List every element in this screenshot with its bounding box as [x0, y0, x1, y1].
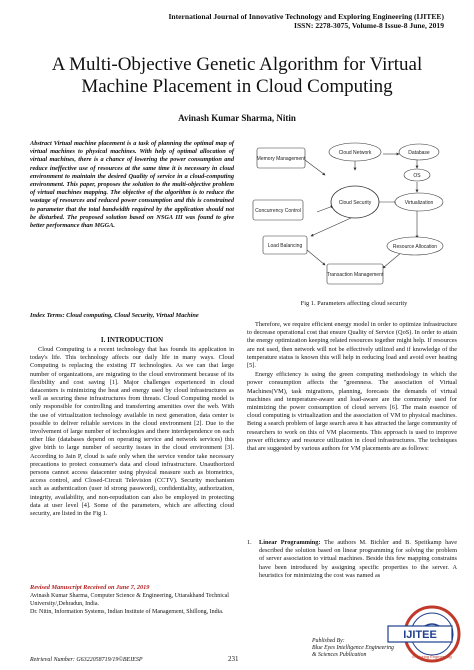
figure-caption: Fig 1. Parameters affecting cloud security: [300, 300, 408, 307]
abstract-label: Abstract: [30, 140, 52, 147]
paper-authors: Avinash Kumar Sharma, Nitin: [178, 113, 296, 123]
abstract: [30, 140, 234, 230]
list-text: The authors M. Bichler and B. Speitkamp have described the solution based on linear programming for solving the problem of server association to virtual machines. Beside this few mapping constrains have been introduced by assigning specific properties to the server. A heuristics for minimizing the cost was named as: [259, 539, 458, 579]
svg-text:Virtualization: Virtualization: [404, 200, 434, 206]
right-column: [247, 321, 457, 454]
node-resource-allocation: [387, 237, 443, 255]
node-os: [404, 169, 430, 181]
node-cloud-security: [331, 186, 379, 218]
paper-title: A Multi-Objective Genetic Algorithm for Virtual Machine Placement in Cloud Computing: [51, 54, 423, 97]
journal-name: International Journal of Innovative Technology and Exploring Engineering (IJITEE): [168, 12, 444, 21]
right-paragraph-2: Energy efficiency is using the green computing methodology in which the power consumption affects the "greenness. The association of Virtual Machines(VM), task migrations, planning, forecasts the demands of virtual machines and temperature-aware and load-aware are the commonly used for minimizing the power consumption of cloud servers [6]. The main essence of cloud computing is virtualization and the association of VM to physical machines. Being a search problem of large search area it has attracted the large community of researchers to work on this of VM placements. This approach is used to improve power efficiency and resource utilization in cloud infrastructures. The techniques that are suggested by various authors for VM placements are as follows:: [247, 371, 457, 453]
svg-text:Cloud Security: Cloud Security: [338, 200, 372, 206]
right-paragraph-1: Therefore, we require efficient energy model in order to optimize infrastructure to decrease operational cost that ensure Quality of Service (QoS). In order to attain the energy optimization keeping related resources together might help. If resources are not used, then network will not be effectively utilized and if knowledge of the temperature status is known this will help in reducing load and avoid over heating [5].: [247, 321, 457, 370]
publisher-line-1: Blue Eyes Intelligence Engineering: [312, 645, 394, 651]
svg-text:IJITEE: IJITEE: [403, 629, 437, 641]
section-heading: I. INTRODUCTION: [100, 336, 164, 344]
svg-text:OS: OS: [413, 173, 421, 179]
author-info: [30, 593, 234, 616]
author-info-1: Avinash Kumar Sharma, Computer Science & Engineering, Uttarakhand Technical University/,Dehradun, India.: [30, 593, 229, 607]
received-note: Revised Manuscript Received on June 7, 2019: [30, 584, 150, 591]
index-terms-label: Index Terms:: [30, 312, 65, 319]
svg-text:Exploring Engineering: Exploring Engineering: [412, 654, 452, 659]
ijitee-logo: [380, 600, 466, 664]
figure-1: [247, 140, 461, 297]
svg-text:Database: Database: [408, 150, 430, 156]
index-terms: [30, 312, 234, 320]
author-info-2: Dr. Nitin, Information Systems, Indian Institute of Management, Shillong, India.: [30, 608, 224, 615]
svg-text:Resource Allocation: Resource Allocation: [392, 244, 438, 250]
retrieval-number: Retrieval Number: G6322058719/19©BEIESP: [30, 657, 143, 663]
svg-text:Cloud Network: Cloud Network: [338, 150, 372, 156]
node-memory-management: [257, 148, 306, 168]
page-number: 231: [228, 655, 239, 663]
svg-text:Memory Management: Memory Management: [256, 156, 306, 162]
node-concurrency-control: [253, 200, 303, 220]
node-cloud-network: [329, 143, 381, 161]
node-transaction-management: [327, 264, 384, 284]
abstract-text: Virtual machine placement is a task of planning the optimal map of virtual machines to physical machines. With help of optimal allocation of virtual machines, there is a chance of lowering the power consumption and reduce ineffective use of resources at the same time it is necessary in cloud environment to maintain the desired Quality of service in a cloud-computing environment. This paper, proposes the solution to the multi-objective problem of virtual machines mapping. The objective of the algorithm is to reduce the wastage of resources and reduced power consumption and this is constrained to parameter that the total bandwidth required by the application should not be disturbed. The proposed solution based on NSGA III was found to give better performance than MGGA.: [30, 140, 234, 230]
vm-placement-list: [247, 539, 457, 580]
svg-text:Concurrency Control: Concurrency Control: [255, 208, 301, 214]
publisher-line-2: & Sciences Publication: [312, 652, 367, 658]
list-lead: Linear Programming:: [259, 539, 321, 546]
list-number: 1.: [247, 539, 252, 546]
node-load-balancing: [263, 236, 307, 254]
published-by: Published By:: [312, 638, 345, 644]
index-terms-text: Cloud computing, Cloud Security, Virtual Machine: [66, 312, 199, 319]
journal-issn: ISSN: 2278-3075, Volume-8 Issue-8 June, 2019: [294, 21, 444, 30]
svg-text:Load Balancing: Load Balancing: [267, 243, 303, 249]
node-virtualization: [395, 193, 443, 211]
introduction-text: Cloud Computing is a recent technology that has founds its application in today's life. This technology affects our daily life in many ways. Cloud Computing is replacing the existing IT technologies. As we can that large number of organizations, are migrating to the cloud environment because of its flexibility and cost saving [1]. Major challenges experienced in cloud datacenters is minimizing the heat and energy used by cloud infrastructures as well as securing these infrastructures from threats. Cloud Computing model is only responsible for controlling and transferring amenities over the web. With the use of virtualization technology available in next generation, data center is possible to deliver reliable services in the cloud environment [2]. Due to the involvement of large number of technologies and there interdependence on each other like (databases depend on operating service and network services) this give birth to large number of security issues in the cloud environment [3]. According to Jain P, cloud is safe only when the service vendor take necessary precautions to protect consumer's data and cloud infrastructure. Unauthorized persons cannot access datacenter using physical measure such as biometrics, access control, and Closed-Circuit Television (CCTV). Security mechanism such as authentication (user id strong password), confidentiality, authorization, integrity, availability, and non-repudiation can also be employed in protecting data at user level [4]. Some of the parameters, which are affecting cloud security, are listed in the Fig 1.: [30, 346, 234, 518]
node-database: [399, 144, 439, 160]
svg-text:Transaction Management: Transaction Management: [326, 272, 384, 278]
